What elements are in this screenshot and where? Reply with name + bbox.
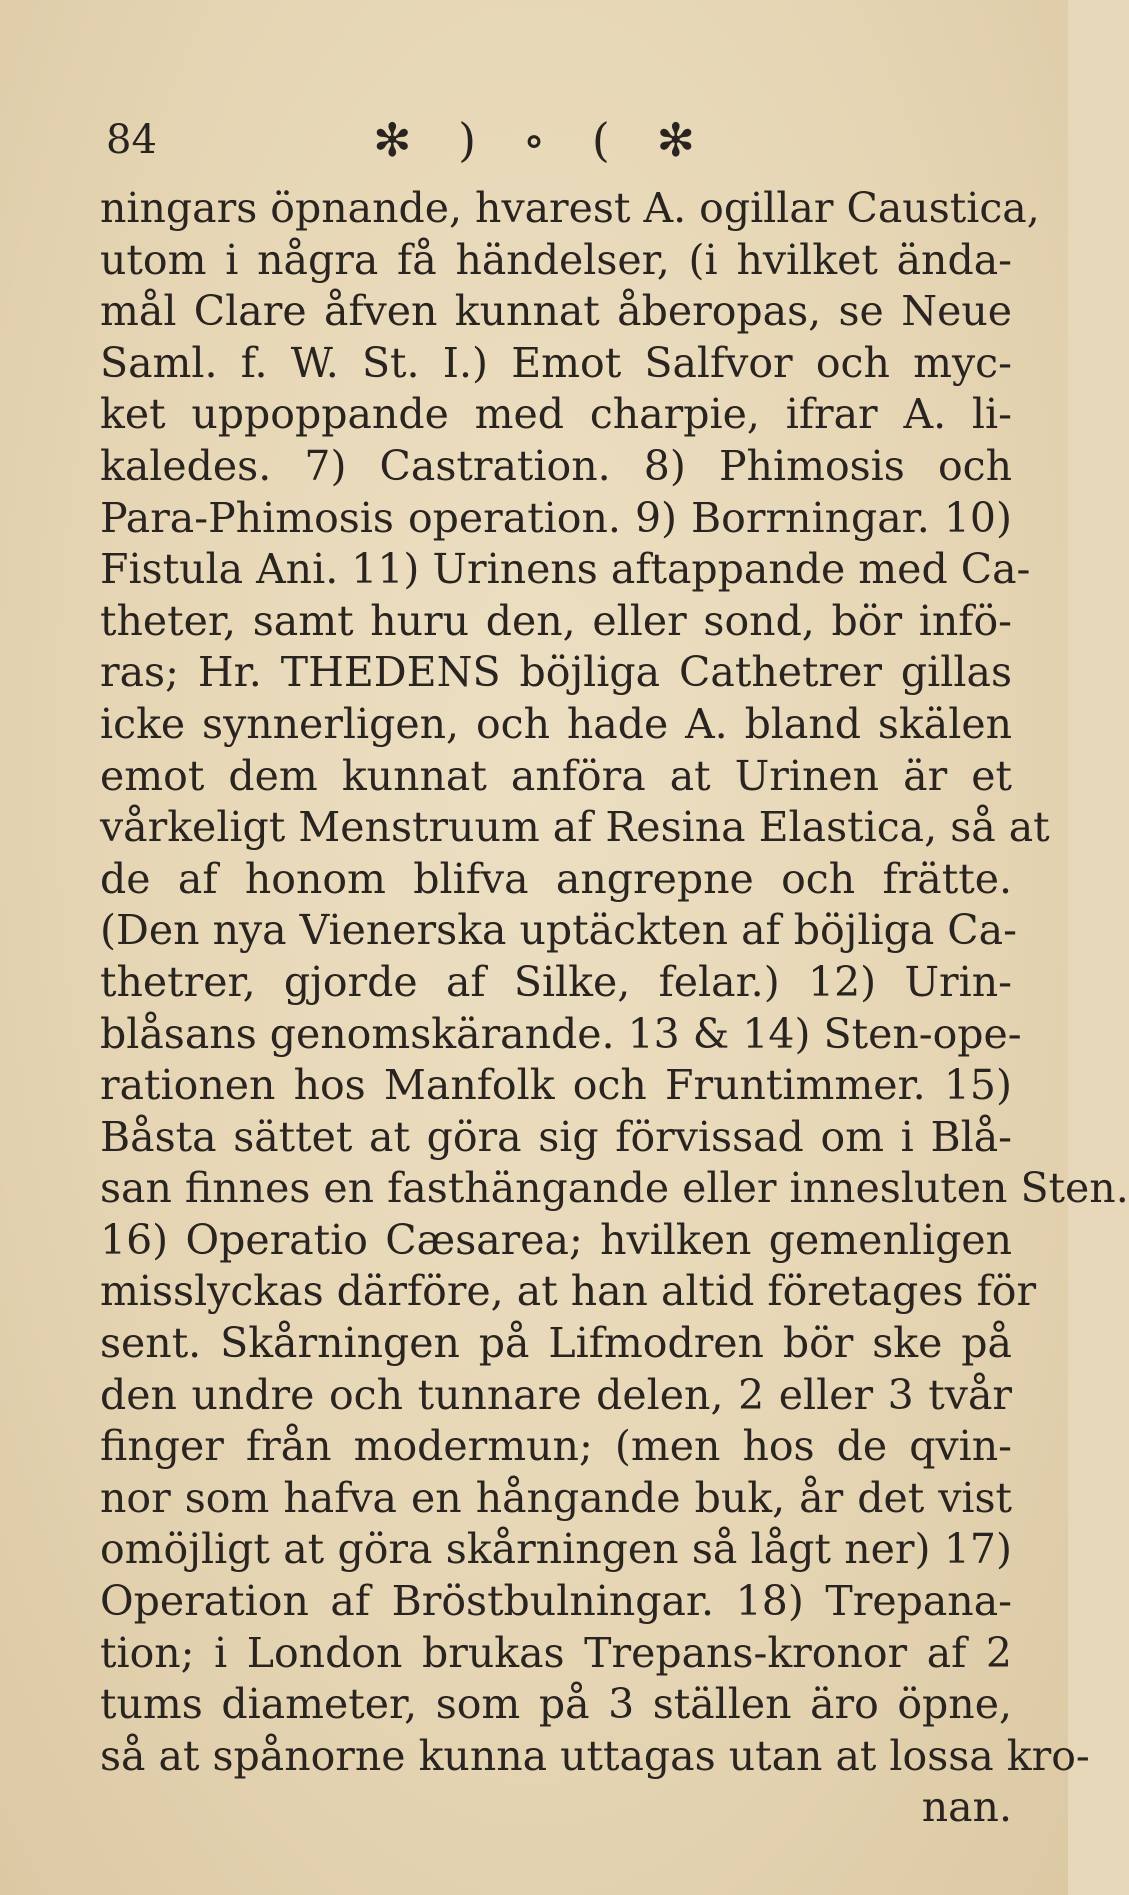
text-line: theter, samt huru den, eller sond, bör infö-: [100, 596, 1012, 645]
text-line: mål Clare åfven kunnat åberopas, se Neue: [100, 287, 1012, 336]
text-line: ningars öpnande, hvarest A. ogillar Caustica,: [100, 184, 1040, 232]
text-line: de af honom blifva angrepne och frätte.: [100, 854, 1012, 903]
text-line: tums diameter, som på 3 ställen äro öpne,: [100, 1680, 1012, 1729]
text-line: Saml. f. W. St. I.) Emot Salfvor och myc-: [100, 338, 1012, 387]
text-line: Båsta sättet at göra sig förvissad om i Blå-: [100, 1112, 1012, 1161]
text-line: ras; Hr. THEDENS böjliga Cathetrer gillas: [100, 648, 1012, 697]
text-line: vårkeligt Menstruum af Resina Elastica, så at: [100, 803, 1050, 852]
body-text: [100, 183, 1129, 1834]
text-line: tion; i London brukas Trepans-kronor af 2: [100, 1628, 1012, 1677]
text-line: den undre och tunnare delen, 2 eller 3 tvår: [100, 1370, 1012, 1419]
text-line: nor som hafva en hångande buk, år det vist: [100, 1473, 1012, 1522]
text-line: blåsans genomskärande. 13 & 14) Sten-ope-: [100, 1009, 1022, 1058]
page-header: [98, 110, 998, 170]
text-line: thetrer, gjorde af Silke, felar.) 12) Urin-: [100, 957, 1012, 1006]
text-line: emot dem kunnat anföra at Urinen är et: [100, 751, 1012, 800]
text-line: (Den nya Vienerska uptäckten af böjliga Ca-: [100, 906, 1017, 955]
header-ornament: ✻ ) ∘ ( ✻: [373, 113, 712, 167]
text-line: finger från modermun; (men hos de qvin-: [100, 1422, 1012, 1471]
text-line: 16) Operatio Cæsarea; hvilken gemenligen: [100, 1215, 1012, 1264]
text-line: san finnes en fasthängande eller innesluten Sten.: [100, 1164, 1129, 1213]
text-line: Operation af Bröstbulningar. 18) Trepana-: [100, 1577, 1012, 1626]
text-line: ket uppoppande med charpie, ifrar A. li-: [100, 390, 1012, 439]
text-line: sent. Skårningen på Lifmodren bör ske på: [100, 1319, 1012, 1368]
text-line: misslyckas därföre, at han altid företages för: [100, 1267, 1037, 1316]
text-line: Para-Phimosis operation. 9) Borrningar. 10): [100, 493, 1012, 542]
text-line: utom i några få händelser, (i hvilket ända-: [100, 235, 1012, 284]
text-line: kaledes. 7) Castration. 8) Phimosis och: [100, 441, 1012, 490]
page-number: 84: [106, 117, 157, 163]
text-line: omöjligt at göra skårningen så lågt ner) 17): [100, 1525, 1012, 1574]
text-line: icke synnerligen, och hade A. bland skälen: [100, 699, 1012, 748]
text-line: rationen hos Manfolk och Fruntimmer. 15): [100, 1061, 1012, 1110]
text-line: så at spånorne kunna uttagas utan at lossa kro-: [100, 1731, 1090, 1780]
catchword: nan.: [921, 1783, 1012, 1832]
text-line: Fistula Ani. 11) Urinens aftappande med Ca-: [100, 545, 1031, 594]
